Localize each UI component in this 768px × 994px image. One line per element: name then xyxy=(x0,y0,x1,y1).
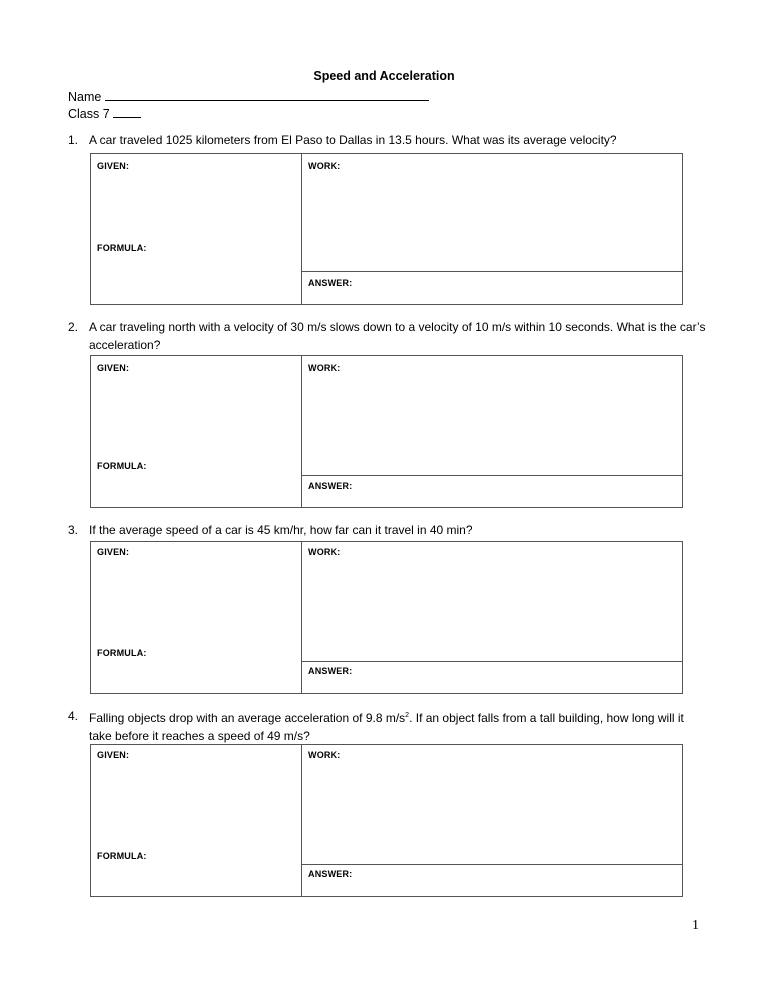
work-label: WORK: xyxy=(308,547,341,557)
name-blank xyxy=(105,88,429,101)
given-label: GIVEN: xyxy=(97,363,130,373)
formula-label: FORMULA: xyxy=(97,243,147,253)
name-line xyxy=(68,88,429,104)
question-text: If the average speed of a car is 45 km/hr, how far can it travel in 40 min? xyxy=(89,523,473,537)
formula-label: FORMULA: xyxy=(97,461,147,471)
question-number: 3. xyxy=(68,523,79,537)
given-label: GIVEN: xyxy=(97,161,130,171)
answer-divider xyxy=(301,475,682,476)
given-label: GIVEN: xyxy=(97,750,130,760)
question-text: A car traveled 1025 kilometers from El Paso to Dallas in 13.5 hours. What was its average velocity? xyxy=(89,133,617,147)
formula-label: FORMULA: xyxy=(97,648,147,658)
work-label: WORK: xyxy=(308,363,341,373)
question-number: 1. xyxy=(68,133,79,147)
answer-box-3 xyxy=(90,541,683,694)
question-text-part-1: Falling objects drop with an average acceleration of 9.8 m/s xyxy=(89,711,406,725)
column-divider xyxy=(301,745,302,896)
answer-label: ANSWER: xyxy=(308,278,353,288)
work-label: WORK: xyxy=(308,750,341,760)
answer-divider xyxy=(301,864,682,865)
column-divider xyxy=(301,356,302,507)
name-label: Name xyxy=(68,90,102,104)
formula-label: FORMULA: xyxy=(97,851,147,861)
answer-divider xyxy=(301,271,682,272)
page-number: 1 xyxy=(692,918,699,933)
superscript: 2 xyxy=(405,712,410,719)
column-divider xyxy=(301,542,302,693)
answer-label: ANSWER: xyxy=(308,481,353,491)
given-label: GIVEN: xyxy=(97,547,130,557)
class-blank xyxy=(113,105,141,118)
answer-box-1 xyxy=(90,153,683,305)
answer-box-4 xyxy=(90,744,683,897)
class-label: Class 7 xyxy=(68,107,110,121)
question-text: A car traveling north with a velocity of 30 m/s slows down to a velocity of 10 m/s within 10 seconds. What is the car’s acceleration? xyxy=(89,320,706,352)
worksheet-title: Speed and Acceleration xyxy=(313,69,455,83)
answer-label: ANSWER: xyxy=(308,869,353,879)
answer-label: ANSWER: xyxy=(308,666,353,676)
answer-divider xyxy=(301,661,682,662)
question-number: 4. xyxy=(68,709,79,723)
column-divider xyxy=(301,154,302,304)
question-text-part-2: . If an object falls from a tall building, how long will it take before it reaches a speed of 49 m/s? xyxy=(89,711,684,743)
answer-box-2 xyxy=(90,355,683,508)
class-line xyxy=(68,105,141,121)
question-number: 2. xyxy=(68,320,79,334)
work-label: WORK: xyxy=(308,161,341,171)
question-text xyxy=(89,707,709,745)
